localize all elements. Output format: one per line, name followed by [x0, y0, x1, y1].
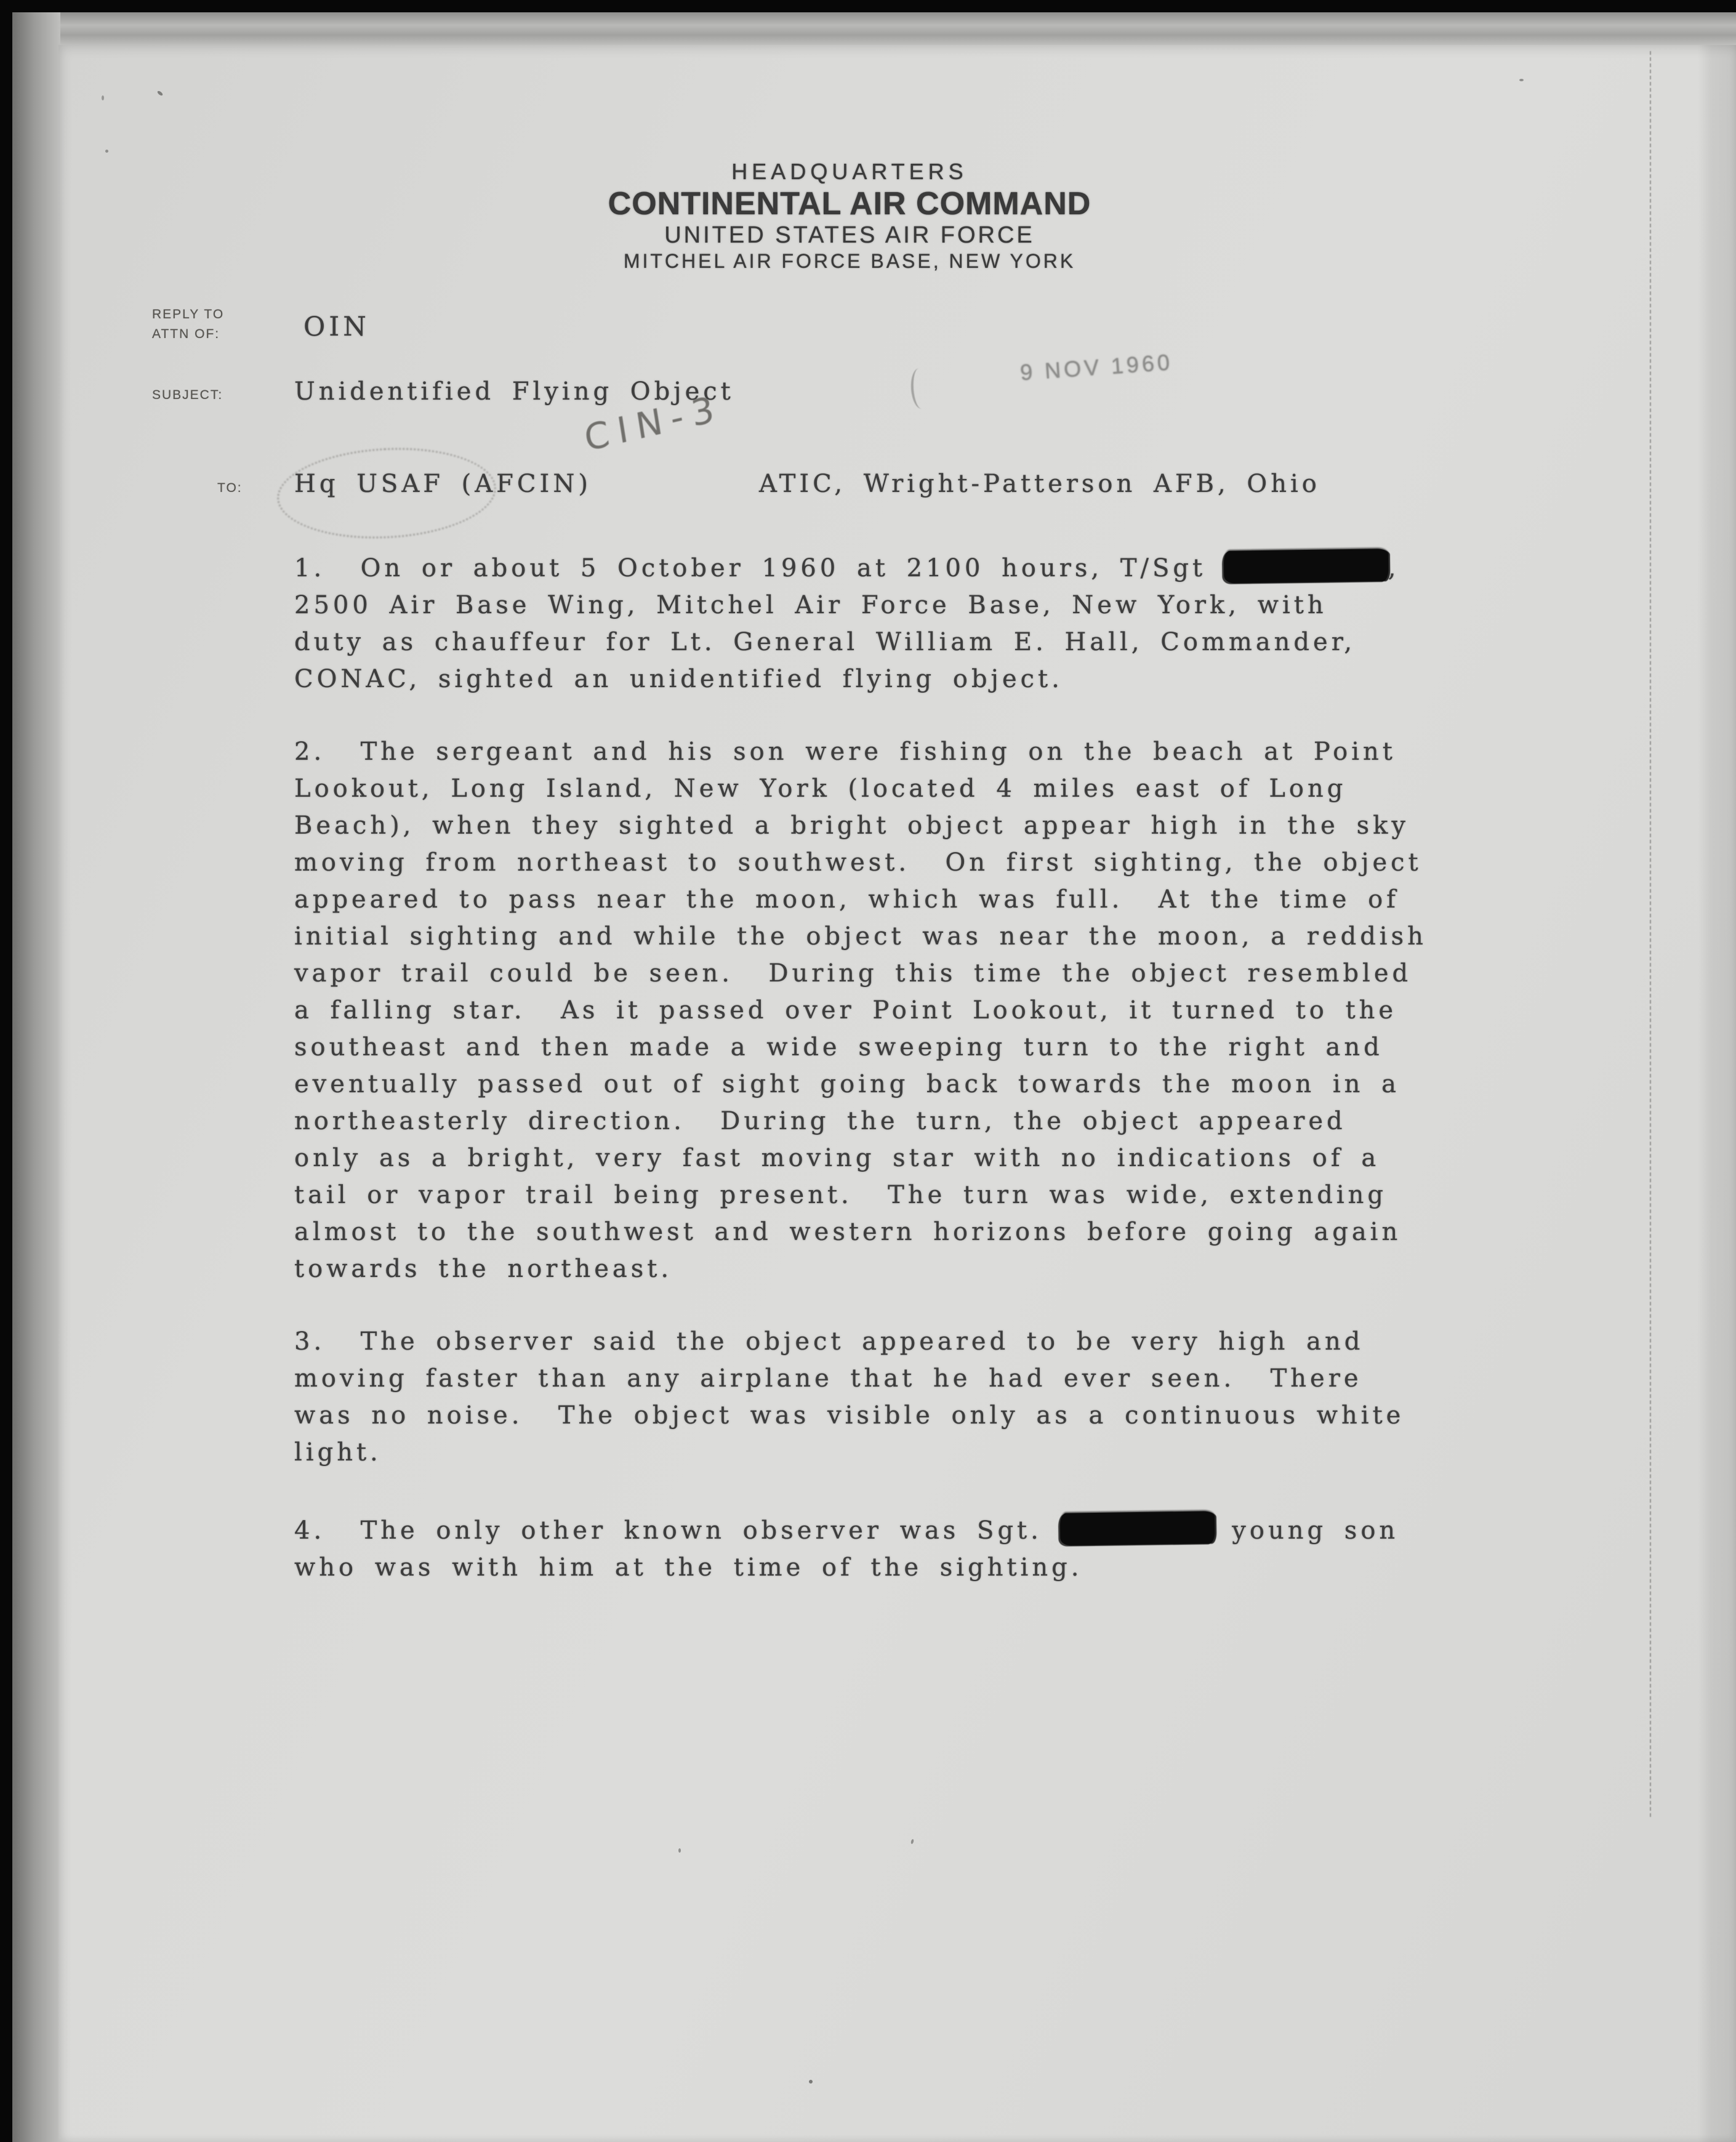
reply-to-label-line2: ATTN OF:: [152, 327, 220, 341]
memo-text: 4. The only other known observer was Sgt.: [294, 1516, 1060, 1545]
memo-text: northeasterly direction. During the turn, the object appeared: [294, 1107, 1346, 1135]
memo-text: towards the northeast.: [294, 1255, 673, 1283]
memo-text: young son: [1214, 1516, 1399, 1545]
reply-to-label: [152, 305, 224, 344]
memo-text: southeast and then made a wide sweeping turn to the right and: [294, 1033, 1383, 1061]
memo-line: [294, 587, 1427, 624]
office-symbol: OIN: [303, 312, 370, 342]
scanner-bed-left-band: [12, 12, 60, 2142]
handwritten-routing-note: CIN-3: [581, 386, 726, 460]
memo-text: 3. The observer said the object appeared to be very high and: [294, 1327, 1364, 1356]
subject-label: SUBJECT:: [152, 388, 223, 402]
page-right-shadow: [1698, 45, 1736, 2142]
letterhead-service: UNITED STATES AIR FORCE: [664, 222, 1035, 248]
memo-text: tail or vapor trail being present. The turn was wide, extending: [294, 1181, 1388, 1209]
memo-page: [58, 45, 1736, 2142]
letterhead-base: MITCHEL AIR FORCE BASE, NEW YORK: [623, 250, 1076, 272]
redaction-mark: [1224, 549, 1389, 583]
memo-line: [294, 733, 1427, 770]
stray-pen-mark: [910, 368, 931, 409]
memo-paragraph: [294, 1323, 1427, 1471]
memo-line: [294, 992, 1427, 1029]
paper-speck: [157, 90, 164, 96]
memo-line: [294, 1397, 1427, 1434]
subject-value: Unidentified Flying Object: [294, 377, 734, 406]
memo-text: 2500 Air Base Wing, Mitchel Air Force Base, New York, with: [294, 591, 1327, 619]
paper-crease-line: [1650, 51, 1651, 1817]
memo-text: vapor trail could be seen. During this time the object resembled: [294, 959, 1412, 988]
memo-line: [294, 1103, 1427, 1140]
memo-body: [294, 544, 1427, 1622]
letterhead-command: CONTINENTAL AIR COMMAND: [608, 186, 1091, 222]
memo-paragraph: [294, 1507, 1427, 1586]
memo-text: 1. On or about 5 October 1960 at 2100 hours, T/Sgt: [294, 554, 1224, 582]
memo-text: ,: [1388, 554, 1400, 582]
memo-text: a falling star. As it passed over Point Lookout, it turned to the: [294, 996, 1397, 1025]
memo-text: Beach), when they sighted a bright object appear high in the sky: [294, 811, 1409, 840]
scanner-bed-top-band: [12, 12, 1736, 46]
memo-text: almost to the southwest and western horizons before going again: [294, 1218, 1402, 1246]
paper-speck: [105, 150, 108, 153]
memo-line: [294, 1549, 1427, 1586]
letterhead: [419, 158, 1280, 273]
memo-line: [294, 955, 1427, 992]
paper-speck: [1519, 79, 1524, 81]
memo-line: [294, 844, 1427, 881]
memo-text: who was with him at the time of the sighting.: [294, 1553, 1083, 1582]
memo-text: only as a bright, very fast moving star with no indications of a: [294, 1144, 1380, 1172]
memo-text: was no noise. The object was visible only as a continuous white: [294, 1401, 1405, 1430]
memo-text: 2. The sergeant and his son were fishing on the beach at Point: [294, 738, 1396, 766]
memo-line: [294, 544, 1427, 587]
reply-to-label-line1: REPLY TO: [152, 307, 225, 321]
memo-line: [294, 881, 1427, 918]
memo-text: duty as chauffeur for Lt. General William E. Hall, Commander,: [294, 628, 1356, 656]
memo-text: CONAC, sighted an unidentified flying object.: [294, 665, 1063, 693]
memo-line: [294, 1066, 1427, 1103]
memo-text: eventually passed out of sight going back towards the moon in a: [294, 1070, 1400, 1098]
paper-speck: [678, 1848, 681, 1853]
paper-speck: [102, 95, 104, 100]
letterhead-headquarters: HEADQUARTERS: [731, 159, 968, 184]
paper-speck: [910, 1839, 914, 1845]
memo-line: [294, 624, 1427, 661]
memo-line: [294, 918, 1427, 955]
memo-text: initial sighting and while the object was near the moon, a reddish: [294, 922, 1427, 951]
memo-line: [294, 1214, 1427, 1250]
memo-line: [294, 770, 1427, 807]
to-label: TO:: [217, 481, 243, 495]
memo-text: Lookout, Long Island, New York (located 4 miles east of Long: [294, 775, 1347, 803]
memo-line: [294, 1434, 1427, 1471]
memo-line: [294, 1140, 1427, 1177]
memo-line: [294, 1250, 1427, 1287]
memo-paragraph: [294, 544, 1427, 698]
redaction-mark: [1059, 1511, 1215, 1545]
to-addressee-secondary: ATIC, Wright-Patterson AFB, Ohio: [759, 470, 1320, 498]
memo-line: [294, 1507, 1427, 1549]
memo-text: appeared to pass near the moon, which was full. At the time of: [294, 885, 1399, 914]
memo-line: [294, 1323, 1427, 1360]
paper-speck: [809, 2080, 813, 2084]
memo-text: moving from northeast to southwest. On first sighting, the object: [294, 848, 1422, 877]
memo-line: [294, 1029, 1427, 1066]
memo-line: [294, 1177, 1427, 1214]
to-addressee-primary: Hq USAF (AFCIN): [294, 470, 592, 498]
memo-text: light.: [294, 1438, 382, 1467]
received-date-stamp: 9 NOV 1960: [1019, 349, 1174, 385]
memo-line: [294, 661, 1427, 698]
memo-text: moving faster than any airplane that he had ever seen. There: [294, 1364, 1362, 1393]
memo-line: [294, 807, 1427, 844]
memo-paragraph: [294, 733, 1427, 1287]
memo-line: [294, 1360, 1427, 1397]
